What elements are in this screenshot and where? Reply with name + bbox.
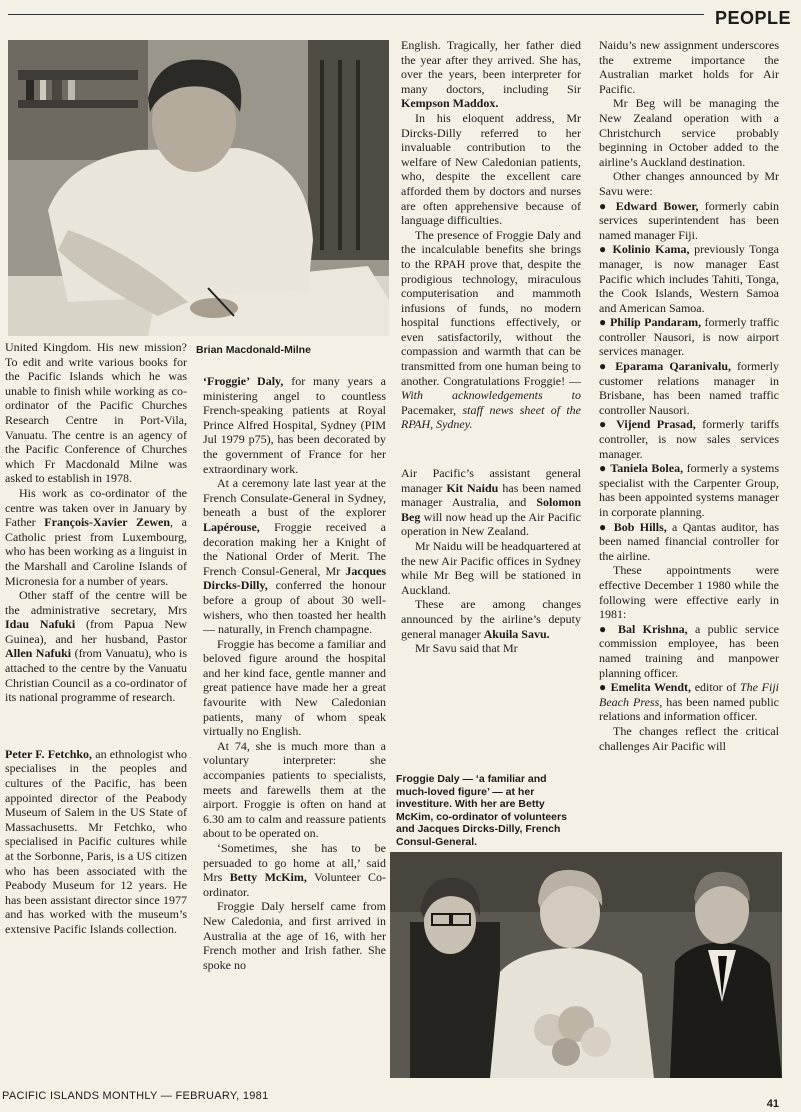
col4-bullet-2 [599, 242, 779, 315]
column-4 [599, 38, 779, 753]
text-run: Volunteer Co-ordinator. [203, 870, 387, 899]
person-name: Bal Krishna, [617, 621, 688, 636]
text-run: an ethnologist who specialises in the peoples and cultures of the Pacific, has been appointed director of the Peabody Museum of Salem in the US State of Massachusetts. Mr Fetchko, who specialised in Pacific cultures while at the Sorbonne, Paris, is a US citizen who has been associated with the Peabody Museum for 12 years. He has been assistant director since 1977 and has worked with the museum’s extensive Pacific Islands collection. [5, 746, 187, 936]
text-run: At a ceremony late last year at the French Consulate-General in Sydney, beneath a bust of the explorer [203, 476, 386, 520]
col3-paragraph-2: In his eloquent address, Mr Dircks-Dilly referred to her invaluable contribution to the welfare of New Caledonian patients, who, despite the excellent care afforded them by doctors and nurses are often apprehensive because of language difficulties. [401, 110, 581, 228]
photo-froggie-daly-image [390, 852, 782, 1078]
col4-bullet-5 [599, 417, 779, 461]
person-name: Kolinio Kama, [612, 242, 690, 257]
credit-text: With acknowledgements to [401, 388, 581, 403]
col4-bullet-6 [599, 461, 779, 519]
text-run: ‘Sometimes, she has to be persuaded to go home at all,’ said Mrs [203, 841, 386, 885]
text-run: for many years a ministering angel to countless French-speaking patients at Royal Prince Alfred Hospital, Sydney (PIM Jul 1979 p75), has been decorated by the government of France for her extraordinary work. [203, 374, 386, 476]
col3-paragraph-1 [401, 38, 581, 111]
col1-paragraph-3 [5, 588, 187, 705]
person-name: Kempson Maddox. [401, 96, 499, 111]
col3-paragraph-3 [401, 228, 581, 432]
text-run: , a Catholic priest from Luxembourg, who has been working as a linguist in the Marshall and Caroline Islands of Micronesia for a number of years. [5, 515, 187, 588]
person-name: Allen Nafuki [5, 646, 72, 661]
text-run: editor of [691, 680, 740, 695]
person-name: Akuila Savu. [483, 626, 550, 641]
bullet-icon: ● [599, 242, 613, 257]
text-run: (from Papua New Guinea), and her husband, Pastor [5, 617, 187, 646]
source-text: staff news sheet of the RPAH, Sydney. [401, 402, 582, 432]
col1-paragraph-2 [5, 486, 187, 588]
person-name: Kit Naidu [446, 480, 499, 495]
col2-paragraph-6: Froggie Daly herself came from New Caledonia, and first arrived in Australia at the age of 16, with her French mother and Irish father. She spoke no [203, 899, 386, 972]
column-3 [401, 38, 581, 656]
column-1 [5, 340, 187, 937]
photo-macdonald-milne [8, 40, 389, 336]
bullet-icon: ● [599, 417, 617, 432]
col2-paragraph-2 [203, 476, 386, 637]
text-run: Froggie received a decoration making her a Knight of the National Order of Merit. The French Consul-General, Mr [203, 519, 386, 578]
person-name: Betty McKim, [229, 870, 307, 885]
text-run: Other staff of the centre will be the administrative secretary, Mrs [5, 588, 187, 617]
col4-bullet-3 [599, 315, 779, 359]
text-run: previously Tonga manager, is now manager East Pacific which includes Tahiti, Tonga, the Cook Islands, Western Samoa and American Samoa. [599, 242, 780, 315]
col4-bullet-8 [599, 622, 779, 680]
col4-paragraph-2: Mr Beg will be managing the New Zealand operation with a Christchurch service probably beginning in October added to the airline’s Auckland destination. [599, 96, 779, 169]
text-run: has been named public relations and information officer. [599, 694, 779, 724]
bullet-icon: ● [599, 621, 618, 636]
photo-froggie-daly [390, 852, 782, 1078]
col2-paragraph-5 [203, 841, 386, 899]
text-run: His work as co-ordinator of the centre was taken over in January by Father [5, 485, 187, 530]
photo-caption-macdonald-milne: Brian Macdonald-Milne [196, 344, 311, 356]
photo-macdonald-milne-image [8, 40, 389, 336]
person-name: Lapérouse, [203, 519, 260, 534]
bullet-icon: ● [599, 680, 611, 695]
text-run: formerly traffic controller Nausori, is now airport services manager. [599, 315, 779, 359]
text-run: Air Pacific’s assistant general manager [401, 466, 581, 495]
person-name: François-Xavier Zewen [44, 515, 171, 530]
person-name: Bob Hills, [613, 519, 667, 534]
bullet-icon: ● [599, 461, 611, 476]
person-name: Philip Pandaram, [610, 315, 702, 330]
text-run: (from Vanuatu), who is attached to the centre by the Vanuatu Christian Council as a co-ordinator of its national programme of research. [5, 646, 187, 705]
col2-paragraph-3: Froggie has become a familiar and beloved figure around the hospital and her kind face, gentle manner and great patience have made her a great favourite with New Caledonian patients, many of whom speak virtually no English. [203, 636, 386, 739]
section-label: PEOPLE [714, 8, 791, 28]
photo-caption-froggie-daly: Froggie Daly — ‘a familiar and much-loved figure’ — at her investiture. With her are Betty McKim, co-ordinator of volunteers and Jacques Dircks-Dilly, French Consul-General. [396, 773, 567, 848]
person-name: Emelita Wendt, [610, 680, 692, 695]
text-run: The presence of Froggie Daly and the incalculable benefits she brings to the RPAH prove that, despite the prodigious technology, miraculous computerisation and mammoth infusions of funds, no modern hospital functions effectively, or even satisfactorily, without the compassion and warmth that can be transmitted from one human being to another. Congratulations Froggie! — [401, 227, 581, 388]
column-2 [203, 374, 386, 972]
col4-paragraph-1: Naidu’s new assignment underscores the extreme importance the Australian market holds for Air Pacific. [599, 38, 779, 96]
text-run: formerly a systems specialist with the Carpenter Group, has been appointed systems manager in corporate planning. [599, 461, 780, 519]
col4-paragraph-4: These appointments were effective December 1 1980 while the following were effective early in 1981: [599, 563, 779, 622]
text-run: These are among changes announced by the airline’s deputy general manager [401, 597, 581, 641]
col2-paragraph-4: At 74, she is much more than a voluntary interpreter: she accompanies patients to specialists, meets and farewells them at the airport. Froggie is often on hand at 6.30 am to calm and reassure patients about to be operated on. [203, 738, 386, 841]
text-run: will now head up the Air Pacific operation in New Zealand. [401, 509, 581, 539]
bullet-icon: ● [599, 359, 616, 374]
col4-bullet-9 [599, 680, 779, 724]
person-name: Vijend Prasad, [616, 417, 696, 432]
col3-paragraph-4 [401, 466, 581, 539]
text-run: English. Tragically, her father died the year after they arrived. She has, over the years, been interpreter for many doctors, including Sir [401, 38, 581, 96]
bullet-icon: ● [599, 198, 616, 213]
person-name: Edward Bower, [615, 198, 699, 213]
bullet-icon: ● [599, 315, 611, 330]
text-run: formerly cabin services superintendent has been named manager Fiji. [599, 198, 779, 242]
footer-publication: PACIFIC ISLANDS MONTHLY — FEBRUARY, 1981 [2, 1090, 269, 1102]
col4-paragraph-3: Other changes announced by Mr Savu were: [599, 169, 779, 198]
col4-bullet-7 [599, 520, 779, 564]
person-name: ‘Froggie’ Daly, [203, 374, 284, 388]
person-name: Solomon Beg [401, 495, 581, 524]
person-name: Eparama Qaranivalu, [615, 359, 731, 374]
text-run: Pacemaker, [401, 402, 463, 417]
person-name: Jacques Dircks-Dilly, [203, 563, 386, 593]
col3-paragraph-7: Mr Savu said that Mr [415, 641, 518, 656]
text-run: formerly tariffs controller, is now sales services manager. [599, 417, 780, 461]
bullet-icon: ● [599, 519, 614, 534]
person-name: Idau Nafuki [5, 617, 76, 632]
col1-paragraph-1: United Kingdom. His new mission? To edit and write various books for the Pacific Islands which he was unable to finish while working as co-ordinator of the Pacific Churches Research Centre in Port-Vila, Vanuatu. The centre is an agency of the Pacific Conference of Churches which Fr Macdonald Milne was asked to establish in 1978. [5, 340, 187, 486]
col4-bullet-1 [599, 199, 779, 243]
col3-paragraph-5: Mr Naidu will be headquartered at the new Air Pacific offices in Sydney while Mr Beg will be stationed in Auckland. [401, 539, 581, 597]
col3-paragraph-6 [401, 597, 581, 641]
person-name: Taniela Bolea, [610, 461, 684, 476]
text-run: conferred the honour before a group of about 30 well-wishers, who then toasted her health — naturally, in French champagne. [203, 578, 386, 637]
col4-bullet-4 [599, 359, 779, 417]
col4-paragraph-5: The changes reflect the critical challenges Air Pacific will [599, 723, 779, 753]
publication-name: The Fiji Beach Press, [599, 680, 779, 709]
col2-paragraph-1 [203, 374, 386, 476]
person-name: Peter F. Fetchko, [5, 746, 93, 761]
text-run: a public service commission employee, has been named training and manpower planning officer. [599, 621, 779, 680]
page-number: 41 [766, 1098, 779, 1110]
text-run: has been named manager Australia, and [401, 480, 582, 510]
header-rule [8, 14, 704, 15]
text-run: a Qantas auditor, has been named financial controller for the airline. [599, 519, 780, 563]
col1-paragraph-4 [5, 747, 187, 937]
text-run: formerly customer relations manager in Brisbane, has been named traffic controller Nausori. [599, 359, 780, 417]
